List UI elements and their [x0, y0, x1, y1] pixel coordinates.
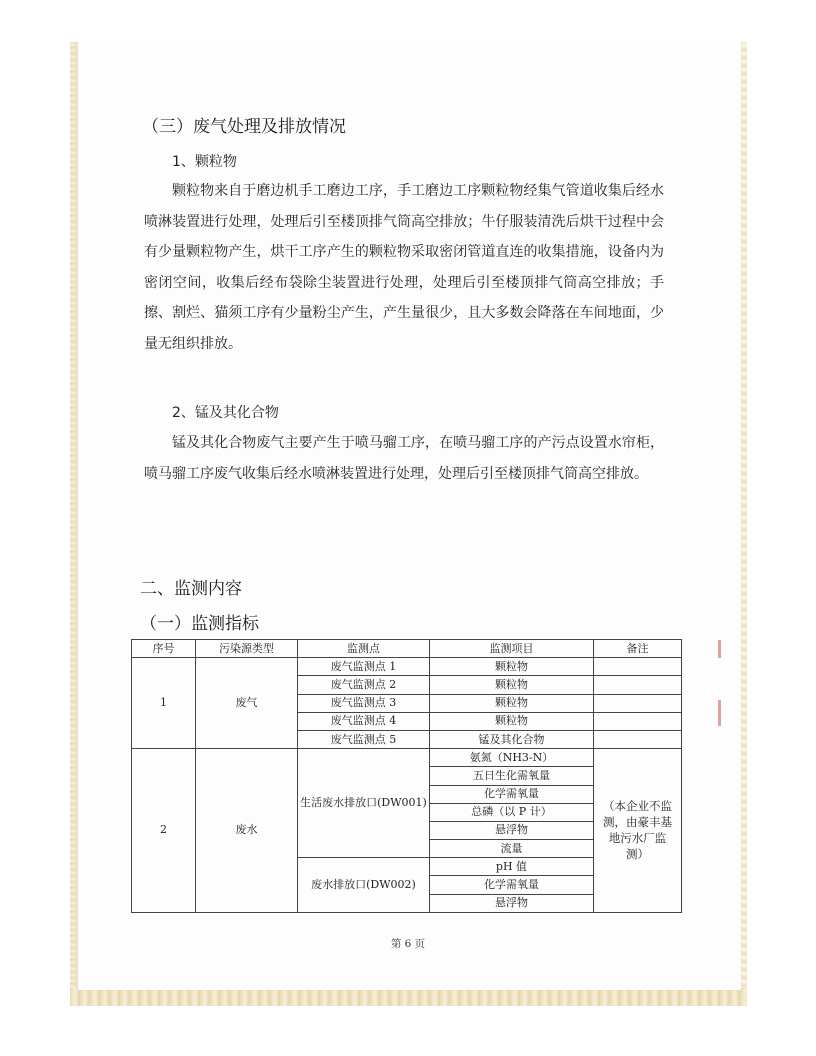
- monitor-point: 废气监测点 4: [298, 712, 430, 730]
- monitor-item: 流量: [430, 840, 594, 858]
- red-seal-mark: [718, 640, 721, 658]
- chapter-subheading: （一）监测指标: [140, 614, 259, 634]
- row-number: 1: [132, 658, 196, 749]
- monitoring-table: [131, 639, 682, 913]
- monitor-item: 化学需氧量: [430, 785, 594, 803]
- monitor-item: 颗粒物: [430, 676, 594, 694]
- monitor-item: 悬浮物: [430, 894, 594, 912]
- header-cell: 污染源类型: [196, 640, 298, 658]
- remark-cell: [594, 694, 682, 712]
- monitor-point: 废气监测点 5: [298, 730, 430, 748]
- subsection-heading-particulate: 1、颗粒物: [172, 154, 237, 170]
- paragraph-manganese: [144, 428, 664, 489]
- monitor-item: 总磷（以 P 计）: [430, 803, 594, 821]
- monitor-item: 颗粒物: [430, 712, 594, 730]
- monitor-item: 颗粒物: [430, 694, 594, 712]
- remark-note: [594, 749, 682, 913]
- remark-cell: [594, 658, 682, 676]
- subsection-heading-manganese: 2、锰及其化合物: [172, 405, 279, 421]
- paragraph-particulate: [144, 176, 664, 359]
- table-row: [132, 658, 682, 676]
- header-cell: 备注: [594, 640, 682, 658]
- remark-cell: [594, 712, 682, 730]
- red-seal-mark: [718, 700, 721, 726]
- row-number: 2: [132, 749, 196, 913]
- chapter-heading: 二、监测内容: [140, 579, 242, 599]
- paragraph-text: 颗粒物来自于磨边机手工磨边工序，手工磨边工序颗粒物经集气管道收集后经水喷淋装置进行处理，处理后引至楼顶排气筒高空排放；牛仔服装清洗后烘干过程中会有少量颗粒物产生，烘干工序产生的颗粒物采取密闭管道直连的收集措施，设备内为密闭空间，收集后经布袋除尘装置进行处理，处理后引至楼顶排气筒高空排放；手擦、割烂、猫须工序有少量粉尘产生，产生量很少，且大多数会降落在车间地面，少量无组织排放。: [144, 183, 664, 352]
- remark-cell: [594, 676, 682, 694]
- source-type: 废水: [196, 749, 298, 913]
- page-number: 第 6 页: [390, 938, 426, 950]
- remark-text: （本企业不监测，由豪丰基地污水厂监测）: [603, 799, 672, 862]
- paragraph-text: 锰及其化合物废气主要产生于喷马骝工序，在喷马骝工序的产污点设置水帘柜，喷马骝工序废气收集后经水喷淋装置进行处理，处理后引至楼顶排气筒高空排放。: [144, 435, 664, 482]
- monitor-point: 生活废水排放口(DW001): [298, 749, 430, 858]
- source-type: 废气: [196, 658, 298, 749]
- monitor-item: pH 值: [430, 858, 594, 876]
- monitor-point: 废气监测点 2: [298, 676, 430, 694]
- header-cell: 监测项目: [430, 640, 594, 658]
- monitor-item: 化学需氧量: [430, 876, 594, 894]
- monitor-point: 废水排放口(DW002): [298, 858, 430, 913]
- monitor-point: 废气监测点 3: [298, 694, 430, 712]
- table-header-row: [132, 640, 682, 658]
- monitor-item: 锰及其化合物: [430, 730, 594, 748]
- monitor-item: 五日生化需氧量: [430, 767, 594, 785]
- table-row: [132, 749, 682, 767]
- remark-cell: [594, 730, 682, 748]
- monitor-item: 氨氮（NH3-N）: [430, 749, 594, 767]
- monitor-point: 废气监测点 1: [298, 658, 430, 676]
- monitor-item: 颗粒物: [430, 658, 594, 676]
- header-cell: 序号: [132, 640, 196, 658]
- scan-edge-bottom: [70, 988, 747, 1006]
- header-cell: 监测点: [298, 640, 430, 658]
- monitor-item: 悬浮物: [430, 821, 594, 839]
- section-heading: （三）废气处理及排放情况: [142, 117, 346, 137]
